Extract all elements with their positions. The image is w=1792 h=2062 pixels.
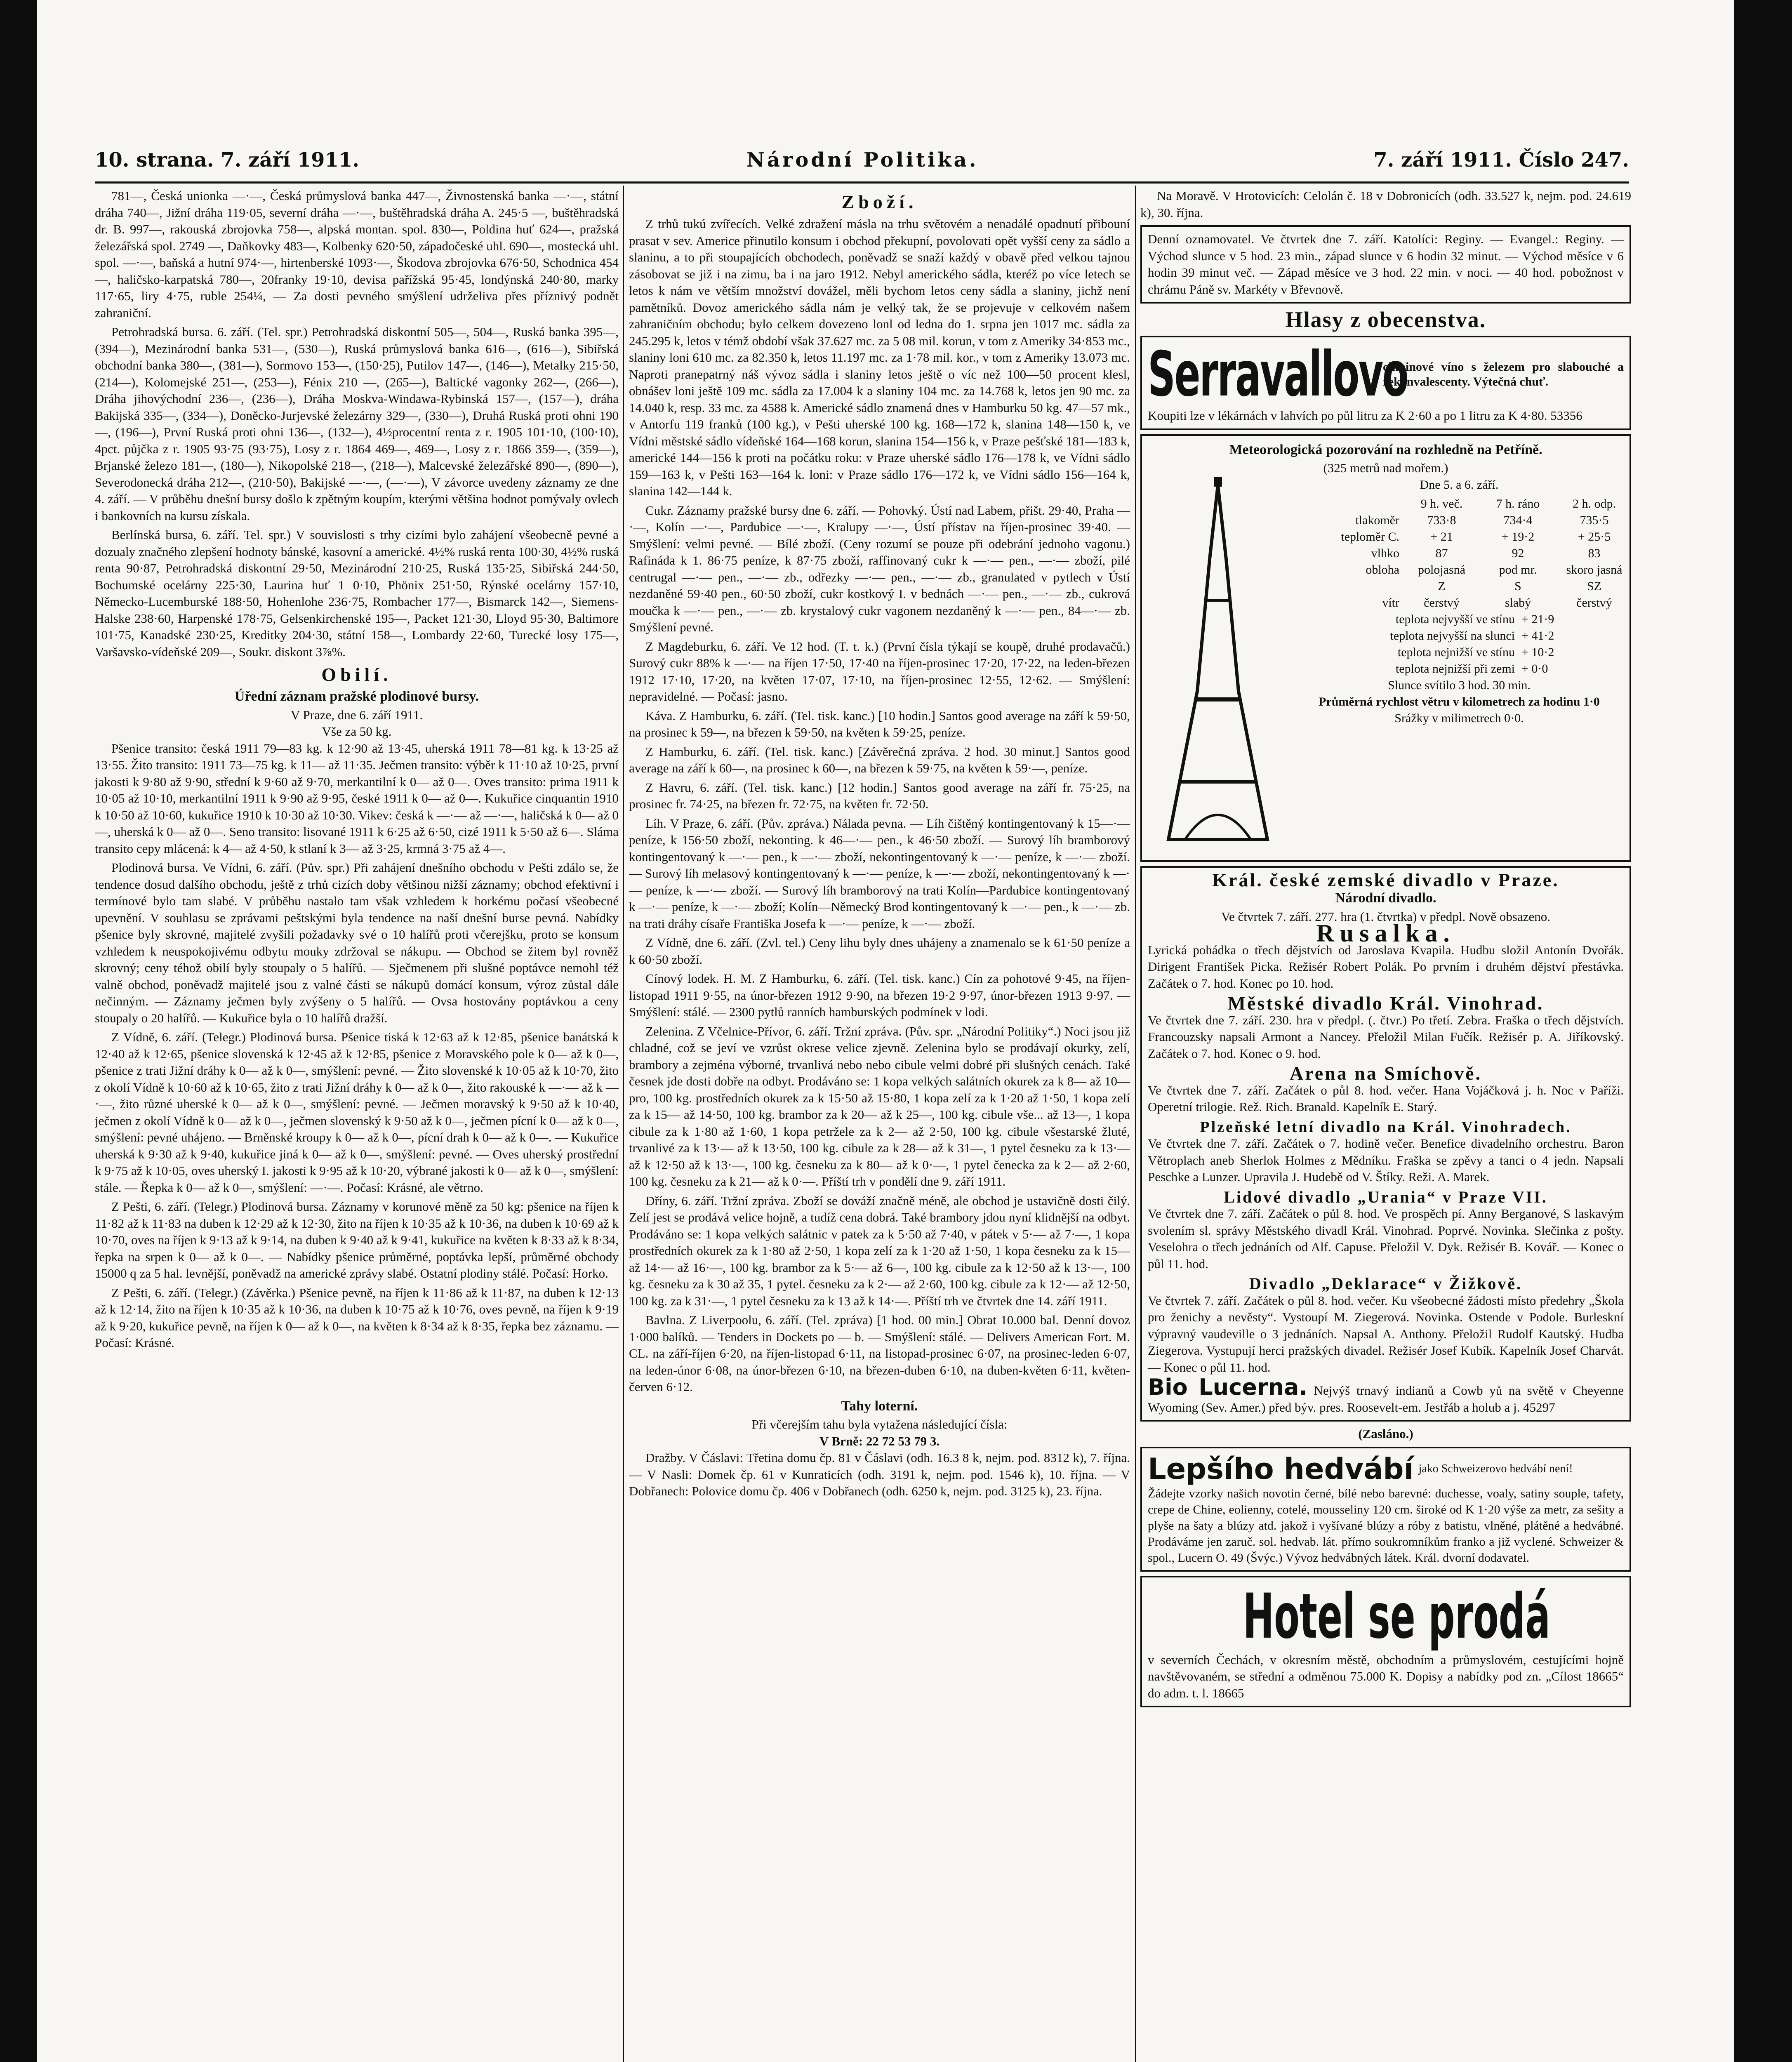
meteo-row [1284,595,1631,611]
column-3 [1140,188,1631,2062]
meteo-cell: 7 h. ráno [1496,497,1540,511]
hotel-ad-title: Hotel se prodá [1243,1580,1550,1652]
theater-3-title: Arena na Smíchově. [1290,1063,1482,1084]
silk-ad [1140,1447,1631,1572]
cotton-report: Bavlna. Z Liverpoolu, 6. září. (Tel. zpráva) [1 hod. 00 min.] Obrat 10.000 bal. Denní dovoz 1·000 balíků. — Tenders in Dockets po — b. — Smýšlení: stálé. — Delivers American Fort. M. CL. na září-říjen 6·20, na říjen-listopad 6·11, na listopad-prosinec 6·07, na prosinec-leden 6·07, na leden-únor 6·08, na únor-březen 6·10, na březen-duben 6·10, na duben-květen 6·11, květen-červen 6·12. [629,1313,1130,1394]
silk-ad-text: Žádejte vzorky našich novotin černé, bílé nebo barevné: duchesse, voaly, satiny souple, tafety, crepe de Chine, eolienny, cotelé, mousseliny 120 cm. široké od K 1·20 výše za metr, za sešity a plyše na šaty a blúzy atd. jakož i vyšívané blúzy a róby z batistu, vlněné, plátěné a hedvábné. Prodáváme jen zaruč. sol. hedvab. lát. přímo soukromníkům franko a již vyclené. Schweizer & spol., Lucern O. 49 (Švýc.) Vývoz hedvábných látek. Král. dvorní dodavatel. [1148,1486,1624,1565]
meteo-cell: S [1514,579,1521,593]
theater-6-text: Ve čtvrtek 7. září. Začátek o půl 8. hod. večer. Ku všeobecné žádosti místo předehry „Škola pro ženichy a nevěsty“. Vystoupí M. Ziegerová. Novinka. Ostende v Podole. Burleskní výpravný vaudeville o 3 jednáních. Napsal A. Anthony. Přeložil Rudolf Kautský. Hudba Ziegerova. Vystupují herci pražských divadel. Režisér Josef Kubík. Kapelník Josef Charvát. — Konec o půl 11. hod. [1148,1293,1624,1375]
theater-5-title: Lidové divadlo „Urania“ v Praze VII. [1224,1187,1548,1206]
section-title-zbozi: Zboží. [841,191,918,212]
meteo-cell: SZ [1587,579,1601,593]
magdeburg-report: Z Magdeburku, 6. září. Ve 12 hod. (T. t. k.) (První čísla týkají se koupě, druhé prodavačů.) Surový cukr 88% k —·— na říjen 17·50, 17·40 na říjen-prosinec 17·20, 17·22, na leden-březen 1912 17·10, 17·20, na květen 17·07, 17·10, na říjen-prosinec 12·55, 12·62. — Smýšlení: nepravidelné. — Počasí: jasno. [629,639,1130,704]
meteo-cell: vítr [1382,596,1399,610]
hotel-ad [1140,1576,1631,1708]
theater-2-text: Ve čtvrtek dne 7. září. 230. hra v předpl. (. čtvr.) Po třetí. Zebra. Fraška o třech dějstvích. Francouzsky napsali Armont a Nancey. Přeložil Milan Fučík. Režisér p. A. Jiříkovský. Začátek o 7. hod. Konec o 9. hod. [1148,1012,1624,1061]
meteo-cell: čerstvý [1576,596,1612,610]
theater-1-title: Král. české zemské divadlo v Praze. [1212,869,1559,890]
meteo-cell: polojasná [1418,563,1465,577]
header-left: 10. strana. 7. září 1911. [95,148,359,172]
meteo-subtitle: (325 metrů nad mořem.) [1323,461,1448,475]
petrin-tower-icon [1156,477,1280,848]
meteo-cell: vlhko [1371,546,1399,560]
scan-border-right [1734,0,1792,2062]
bio-lucerna-brand: Bio Lucerna. [1148,1374,1307,1400]
serravallo-footer: Koupiti lze v lékárnách v lahvích po půl litru za K 2·60 a po 1 litru za K 4·80. 53356 [1148,408,1582,423]
meteo-row [1284,512,1631,529]
meteo-temp-label: teplota nejnižší při zemi [1395,661,1515,676]
bourse-prices: 781—, Česká unionka —·—, Česká průmyslová banka 447—, Živnostenská banka —·—, státní dráha 740—, Jižní dráha 119·05, severní dráha —·—, buštěhradská dráha A. 245·5 —, buštěhradská dr. B. 997—, rakouská zbrojovka 758—, alpská montan. spol. 830—, Poldina huť 624—, pražská železářská spol. 2749 —, Daňkovky 483—, Kolbenky 620·50, západočeské uhl. 690—, mostecká uhl. spol. —·—, baňská a hutní 974·—, hirtenberské 1093·—, Škodova zbrojovka 676·50, Schodnica 454—, haličsko-karpatská 780—, 20franky 19·10, devisa pařížská 95·45, londýnská 240·80, marky 117·65, liry 4·75, ruble 254¼, — Za dosti pevného smýšlení udrželiva přes příznivý podnět zahraniční. [95,188,619,320]
meteo-row [1284,562,1631,578]
meteo-cell: tlakoměr [1355,513,1399,527]
meteo-cell: 87 [1435,546,1448,560]
lottery-numbers: V Brně: 22 72 53 79 3. [819,1434,940,1448]
meteo-rain: Srážky v milimetrech 0·0. [1394,711,1524,725]
meteo-temp-value: + 21·9 [1521,612,1554,626]
section-title-obili: Obilí. [321,664,392,685]
serravallo-tagline: chininové víno s železem pro slabouché a rekonvalescenty. Výtečná chuť. [1383,360,1624,388]
meteo-table [1284,477,1631,727]
praha-unit: Vše za 50 kg. [322,724,392,739]
meteo-cell: 2 h. odp. [1573,497,1616,511]
auctions: Dražby. V Čáslavi: Třetina domu čp. 81 v Čáslavi (odh. 16.3 8 k, nejm. pod. 8312 k), 7. října. — V Nasli: Domek čp. 61 v Kunraticích (odh. 3191 k, nejm. pod. 1546 k), 10. října. — V Dobřanech: Polovice domu čp. 406 v Dobřanech (odh. 6250 k, nejm. pod. 3125 k), 23. října. [629,1450,1130,1498]
meteo-temp-value: + 10·2 [1521,645,1554,659]
meteo-temp-row [1284,661,1631,677]
serravallo-brand: Serravallovo [1148,339,1408,410]
meteo-temp-label: teplota nejnižší ve stínu [1397,645,1515,659]
pest-telegram: Z Pešti, 6. září. (Telegr.) Plodinová bursa. Záznamy v korunové měně za 50 kg: pšenice na říjen k 11·82 až k 11·83 na duben k 12·29 až k 12·30, žito na říjen k 10·35 až k 10·36, na duben k 10·69 až k 10·70, oves na říjen k 9·13 až k 9·14, na duben k 9·40 až k 9·41, kukuřice na květen k 8·33 až k 8·34, řepka na srpen k 0— až k 0—. — Nabídky pšenice průměrné, poptávka lepší, průměrné obchody 15000 q za 5 hal. levnější, poněvadž na americké zprávy slabé. Ostatní plodiny stálé. Počasí: Horko. [95,1199,619,1281]
coffee-havre: Z Havru, 6. září. (Tel. tisk. kanc.) [12 hodin.] Santos good average na září fr. 75·25, na prosinec fr. 74·25, na březen fr. 72·75, na květen fr. 72·50. [629,780,1130,811]
meteo-cell: 9 h. več. [1420,497,1463,511]
meteo-cell: slabý [1505,596,1531,610]
silk-ad-header [1148,1452,1624,1485]
scan-border-left [0,0,37,2062]
tin-report: Cínový lodek. H. M. Z Hamburku, 6. září. (Tel. tisk. kanc.) Cín za pohotové 9·45, na říjen-listopad 1911 9·55, na únor-březen 1912 9·90, na březen 19·2 9·97, únor-březen 1913 9·97. — Smýšlení: stálé. — 2300 pytlů ranních hamburských podmínek v lodi. [629,971,1130,1019]
meteo-cell: Z [1438,579,1446,593]
spirits-vienna: Z Vídně, dne 6. září. (Zvl. tel.) Ceny lihu byly dnes uhájeny a znamenalo se k 61·50 peníze a k 60·50 zboží. [629,935,1130,967]
column-2 [629,188,1130,2062]
meteo-cell: čerstvý [1424,596,1460,610]
meteo-row [1284,545,1631,562]
silk-ad-side: jako Schweizerovo hedvábí není! [1418,1462,1573,1475]
hotel-ad-text: v severních Čechách, v okresním městě, obchodním a průmyslovém, cestujícími hojně navštěvovaném, se střední a odměnou 75.000 K. Dopisy a nabídky pod zn. „Cílost 18665“ do adm. t. l. 18665 [1148,1652,1624,1700]
coffee-hamburg: Káva. Z Hamburku, 6. září. (Tel. tisk. kanc.) [10 hodin.] Santos good average na září k 59·50, na prosinec k 59—, na březen k 59·50, na květen k 59·25, peníze. [629,708,1130,739]
meteo-cell: + 25·5 [1578,530,1611,544]
meteo-cell: teploměr C. [1341,530,1399,544]
masthead-title: Národní Politika. [746,148,979,172]
header-rule [95,181,1629,184]
coffee-hamburg-close: Z Hamburku, 6. září. (Tel. tisk. kanc.) [Závěrečná zpráva. 2 hod. 30 minut.] Santos good average na září k 60—, na prosinec k 60—, na březen k 59·75, na květen k 59·—, peníze. [629,744,1130,775]
section-title-hlasy: Hlasy z obecenstva. [1285,307,1486,332]
column-rule-1 [623,186,624,2062]
vienna-grain-report: Plodinová bursa. Ve Vídni, 6. září. (Pův. spr.) Při zahájení dnešního obchodu v Pešti zdálo se, že tendence dosud dalšího obchodu, ještě z trhů cizích doby většinou nižší záznamy; obchod efektivní i termínové bylo tam slabé. V průběhu nastalo tam však vzhledem k horkému počasí všeobecné upevnění. V souhlasu se zprávami peštskými byla tendence na naší dnešní burse pevná. Nabídky pšenice byly skrovné, majitelé zvyšili požadavky své o 10 halířů proti včerejšku, proto se konsum vzhledem k neuspokojivému odbytu mouky zdržoval se nákupu. — Obchod se žitem byl rovněž skrovný; ceny téhož obilí byly stoupaly o 5 halířů. — Sječmenem při slušné poptávce nemohl též valně obchod, poněvadž majitelé jsou z valné části se nákupů domácí konsum, výroz zůstal dále nečinným. — Záznamy ječmen byly zvýšeny o 5 halířů. — Ovsa hostovány poptávkou a ceny stoupaly o 20 halířů. — Kukuřice byla o 10 halířů dražší. [95,860,619,1025]
page-header [95,148,1629,177]
berlin-bourse: Berlínská bursa, 6. září. Tel. spr.) V souvislosti s trhy cizími bylo zahájení všeobecně pevné a dozualy značného zlepšení hodnoty bánské, kasovní a americké. 4½% ruská renta 100·30, 4½% ruská renta 90·87, Petrohradská diskontní 29·50, Mezinárodní 210·25, Ruská 135·25, Sibiřská 244·50, Bochumské ocelárny 225·30, Laurina huť 1 0·10, Phönix 251·50, Rýnské ocelárny 157·10, Německo-Lucemburské 188·50, Hohenlohe 236·75, Rombacher 177—, Bismarck 142—, Siemens-Halske 238·60, Harpenské 178·75, Gelsenkirchenské 195—, Packet 121·30, Lloyd 95·30, Baltimore 101·75, Kanadské 230·25, Kreditky 204·30, státní 158—, Lombardy 22·60, Turecké losy 175—, Varšavsko-vídeňské 209—, Soukr. diskont 3⅞%. [95,527,619,659]
meteo-cell: pod mr. [1499,563,1537,577]
praha-date: V Praze, dne 6. září 1911. [290,707,423,722]
meteo-temp-value: + 0·0 [1521,661,1548,676]
pest-closing: Z Pešti, 6. září. (Telegr.) (Závěrka.) Pšenice pevně, na říjen k 11·86 až k 11·87, na duben k 12·13 až k 12·14, žito na říjen k 10·35 až k 10·36, na duben k 10·75 až k 10·76, oves pevně, na říjen k 9·19 až k 9·20, kukuřice pevně, na říjen k 0— až k 0—, na květen k 8·34 až k 8·35, řepka bez záznamu. — Počasí: Krásné. [95,1285,619,1350]
meteo-cell: obloha [1366,563,1399,577]
theater-1-play: Rusalka. [1316,920,1455,947]
meteo-cell: + 21 [1430,530,1453,544]
theater-2-title: Městské divadlo Král. Vinohrad. [1227,993,1544,1014]
petrograd-bourse: Petrohradská bursa. 6. září. (Tel. spr.) Petrohradská diskontní 505—, 504—, Ruská banka 395—, (394—), Mezinárodní banka 531—, (530—), Ruská průmyslová banka 616—, (616—), Sibiřská obchodní banka 380—, (381—), Sormovo 153—, (150·25), Putilov 147—, (146—), Metalky 215·50, (214—), Kolomejské 251—, (253—), Fénix 210 —, (265—), Baltické vagonky 262—, (266—), Dráha jihovýchodní 236—, (236—), Dráha Moskva-Windawa-Rybinská 157—, (157—), dráha Bakijská 335—, (334—), Doněcko-Jurjevské železárny 329—, (330—), Druhá Ruská proti ohni 190—, (196—), První Ruská proti ohni 136—, (132—), 4½procentní renta z r. 1905 101·10, (100·10), 4pct. půjčka z r. 1905 93·75 (93·75), Losy z r. 1864 469—, 469—, Losy z r. 1866 359—, (359—), Brjanské železo 181—, (180—), Nikopolské 218—, (218—), Malcevské železářské 890—, (890—), Severodonecká dráha 212—, (210·50), Bakijské —·—, (—·—), V závorce uvedeny záznamy ze dne 4. září. — V průběhu dnešní bursy došlo k zpětným koupím, kterými většina hodnot pomývaly ovlech i bankovních na kursu získala. [95,325,619,523]
theater-4-text: Ve čtvrtek dne 7. září. Začátek o 7. hodině večer. Benefice divadelního orchestru. Baron Větroplach aneb Sherlok Holmes z Mědníku. Fraška se zpěvy a tanci o 4 jedn. Napsali Peschke a Lunzer. Upravila J. Hudebě od V. Štíky. Reži. A. Marek. [1148,1136,1624,1184]
meteo-cell: + 19·2 [1501,530,1535,544]
theater-5-text: Ve čtvrtek dne 7. září. Začátek o půl 8. hod. Ve prospěch pí. Anny Berganové, S laskavým svolením sl. správy Městského divadl Král. Vinohrad. Poprvé. Novinka. Slečinka z pošty. Veselohra o třech jednáních od Alf. Capuse. Přeložil V. Dyk. Režisér B. Kovář. — Konec o půl 11. hod. [1148,1206,1624,1271]
meteo-temps [1284,611,1631,677]
vegetable-report: Zelenina. Z Včelnice-Přívor, 6. září. Tržní zpráva. (Pův. spr. „Národní Politiky“.) Noci jsou již chladné, což se jeví ve vzrůst okrese velice zjevně. Zelenina bylo se prodávají okurky, zelí, brambory a zejména výborné, trvanlivá nebo nebo cibule velmi dobré při slušných cenách. Také česnek jde dosti dobře na odbyt. Prodáváno se: 1 kopa velkých salátních okurek za k 8— až 10— pro, 100 kg. prostředních okurek za k 15·50 až 15·80, 1 kopa zelí za k 1·20 až 1·50, 1 kopa zelí za k 15— až 14·50, 100 kg. brambor za k 20— až k 25—, 100 kg. cibule vše... až 13—, 1 kopa cibule za k 1·80 až 1·60, 1 kopa petržele za k 2— až 2·50, 100 kg. cibule všestarské žluté, trvanlivé za k 13·— až k 13·50, 100 kg. cibule za k 28— až k 31—, 1 pytel česneku za k 13·— až k 12·50 až k 13·—, 100 kg. česneku za k 80— až k 0·—, 1 pytel čenecka za k 2— až 2·60, 100 kg. česneku za k 21— až k 0·—. Příští trh v pondělí dne 9. září 1911. [629,1024,1130,1189]
column-1 [95,188,619,2062]
vegetable-report-2: Dříny, 6. září. Tržní zpráva. Zboží se dováží značně méně, ale obchod je ustavičně dosti čilý. Zelí jest se prodává velice hojně, a tudíž cena dobrá. Také brambory jdou nyní klidnější na odbyt. Prodáváno se: 1 kopa velkých salátnic v patek za k 5·50 až 7·40, v pátek v 5·— až 7·—, 1 kopa prostředních okurek za k 1·80 až 2·50, 1 kopa zelí za k 1·20 až 1·50, 1 kopa česneku za k 15— až 14·— až 16·—, 100 kg. brambor za k 5·— až 6—, 100 kg. cibule za k 12·50 až k 13·—, 100 kg. česneku za k 30 až 35, 1 pytel. česneku za k 2·— až 2·60, 100 kg. cibule za k 12·— až 12·50, 100 kg. za k 31·—, 1 pytel česneku za k 13 až k 14·—. Příští trh ve čtvrtek dne 14. září 1911. [629,1193,1130,1308]
meteo-title: Meteorologická pozorování na rozhledně na Petříně. [1229,442,1542,457]
meteo-cell [1284,578,1403,595]
meteo-sun: Slunce svítilo 3 hod. 30 min. [1388,678,1531,692]
lottery-text: Při včerejším tahu byla vytažena následující čísla: [751,1417,1008,1431]
meteo-cell: 735·5 [1580,513,1609,527]
serravallo-ad [1140,336,1631,430]
meteo-row [1284,529,1631,545]
meteo-row [1284,578,1631,595]
meteo-panel [1148,477,1624,856]
meteo-temp-row [1284,644,1631,661]
theater-4-title: Plzeňské letní divadlo na Král. Vinohradech. [1200,1118,1572,1136]
praha-grain-prices: Pšenice transito: česká 1911 79—83 kg. k 12·90 až 13·45, uherská 1911 78—81 kg. k 13·25 až 13·55. Žito transito: 1911 73—75 kg. k 11— až 11·35. Ječmen transito: výběr k 11·10 až 10·25, první jakosti k 9·80 až 9·90, střední k 9·60 až 9·70, merkantilní k 0— až 0—. Oves transito: prima 1911 k 10·05 až 10·10, merkantilní 1911 k 9·90 až 9·95, české 1911 k 0— až 0—. Kukuřice cinquantin 1910 k 10·50 až 10·60, kukuřice 1910 k 10·30 až 10·30. Vikev: česká k —·— až —·—, haličská k 0— až 0—, uherská k 0— až 0—. Seno transito: lisované 1911 k 6·25 až 6·50, cizé 1911 k 5·50 až 6—. Sláma transito cepy mlácená: k 4— až 4·50, k stlaní k 3— až 3·25, krmná 3·75 až 4—. [95,741,619,856]
meteo-temp-row [1284,611,1631,628]
theater-1-line: Ve čtvrtek 7. září. 277. hra (1. čtvrtka) v předpl. Nově obsazeno. [1221,909,1550,924]
lottery-title: Tahy loterní. [841,1398,918,1414]
meteo-rows [1284,496,1631,611]
bio-lucerna-text: Nejvýš trnavý indianů a Cowb yů na světě v Cheyenne Wyoming (Sev. Amer.) před býv. pres. Roosevelt-em. Jestřáb a holub a j. 45297 [1148,1383,1624,1415]
moravia-auctions: Na Moravě. V Hrotovicích: Celolán č. 18 v Dobronicích (odh. 33.527 k, nejm. pod. 24.619 k), 30. října. [1140,188,1631,220]
meteo-temp-row [1284,628,1631,644]
animal-fats-report: Z trhů tukú zvířecích. Velké zdražení másla na trhu světovém a nenadálé opadnutí přibouní prasat v sev. Americe přinutilo konsum i obchod překupní, povolovati opět vyšší ceny za sádlo a slaninu, a to při stoupajících obchodech, poněvadž se snaží každý v obavě před velkou tajnou zásobovat se již i na zimu, ba i na jaro 1912. Nebyl amerického sádla, kteréž po více letech se letos k nám ve větším množství dovážel, měli bychom letos ceny sádla a slaniny, jichž není pamětníků. Dovoz amerického sádla nám je velký tak, že se projevuje v celkovém našem zahraničním obchodu; bylo celkem dovezeno lonl od ledna do 1. srpna jen 1017 mc. sádla za 245.295 k, letos v témž období však 37.627 mc. za 5 08 mil. korun, v tom z Ameriky 34·853 mc., slaniny loni 610 mc. za 82.350 k, letos 11.197 mc. za 1·78 mil. kor., v tom z Ameriky 13.073 mc. Naproti pranepatrný náš vývoz sádla i slaniny letos ještě o víc než 100—50 procent klesl, obnášev loni ještě 109 mc. sádla za 17.004 k a slaniny 104 mc. za 14.768 k, letos jen 90 mc. za 14.040 k, resp. 33 mc. za 4588 k. Americké sádlo znamená dnes v Hamburku 50 kg. 47—57 mk., v Antorfu 119 franků (100 kg.), v Pešti uherské 100 kg. 168—172 k, slanina 148—150 k, ve Vídni městské sádlo vídeňské 164—168 korun, slanina 154—156 k, v Praze pešťské 181—183 k, americké 144—156 k proti na počátku roku: v Praze uherské sádlo 176—178 k, ve Vídni sádlo 159—163 k, v Pešti 163—164 k. loni: v Praze sádlo 176—172 k, ve Vídni sádlo 156—164 k, slanina 142—144 k. [629,217,1130,498]
sugar-report: Cukr. Záznamy pražské bursy dne 6. září. — Pohovký. Ústí nad Labem, přišt. 29·40, Praha —·—, Kolín —·—, Pardubice —·—, Kralupy —·—, Ústí přístav na říjen-prosinec 39·40. — Smýšlení: velmi pevné. — Bílé zboží. (Ceny rozumí se pouze při odebrání jednoho vagonu.) Rafináda k 1. 86·75 peníze, k 87·75 zboží, raffinovaný cukr k —·— pen., —·— zboží, pilé centrugal —·— pen., —·— zb., odřezky —·— pen., —·— zb., granulated v pytlech v Ústí nezdaněné 59·40 pen., 60·50 zboží, cukr kostkový I. v bednách —·— pen., —·— zb., cukrová moučka k —·— pen., —·— zb. krystalový cukr vagonem nezdaněný k —·— pen., 84—·— zb. Smýšlení pevné. [629,503,1130,634]
meteo-temp-label: teplota nejvyšší ve stínu [1395,612,1515,626]
meteo-wind: Průměrná rychlost větru v kilometrech za hodinu 1·0 [1319,694,1600,709]
theater-1-text: Lyrická pohádka o třech dějstvích od Jaroslava Kvapila. Hudbu složil Antonín Dvořák. Dirigent František Picka. Režisér Robert Polák. Po prvním i druhém dějství přestávka. Začátek o 7. hod. Konec po 10. hod. [1148,942,1624,991]
subsection-title: Úřední záznam pražské plodinové bursy. [234,689,479,704]
meteo-row [1284,496,1631,512]
column-rule-2 [1135,186,1136,2062]
meteo-cell: 733·8 [1427,513,1456,527]
theater-3-text: Ve čtvrtek dne 7. září. Začátek o půl 8. hod. večer. Hana Vojáčková j. h. Noc v Paříži. Operetní trilogie. Rež. Rich. Branald. Kapelník E. Starý. [1148,1083,1624,1114]
meteo-cell: 92 [1512,546,1524,560]
meteo-cell: skoro jasná [1566,563,1622,577]
meteo-date: Dne 5. a 6. září. [1420,478,1499,492]
vienna-telegram: Z Vídně, 6. září. (Telegr.) Plodinová bursa. Pšenice tiská k 12·63 až k 12·85, pšenice banátská k 12·40 až k 12·65, pšenice slovenská k 12·45 až k 12·85, pšenice z Moravského pole k 0— až k 0—, pšenice z trati Jižní dráhy k 0— až k 0—, smýšlení: pevné. — Žito slovenské k 10·05 až k 10·70, žito z okolí Vídně k 10·60 až k 10·65, žito z trati Jižní dráhy k 0— až k 0—, žito rakouské k —·— až k —·—, žito různé uherské k 0— až k 0—, smýšlení: pevné. — Ječmen moravský k 9·50 až k 10·40, ječmen z okolí Vídně k 0— až k 0—, ječmen slovenský k 9·50 až k 0—, ječmen pícní k 0— až k 0—, smýšlení: pevné uhájeno. — Brněnské kroupy k 0— až k 0—, pícní drah k 0— až k 0—. — Kukuřice uherská k 9·30 až k 9·40, kukuřice jiná k 0— až k 0—, smýšlení: pevné. — Oves uherský prostřední k 9·75 až k 10·05, oves uherský I. jakosti k 9·95 až k 10·20, výbrané jakosti k 0— až k 0—, smýšlení: stále. — Řepka k 0— až k 0—, smýšlení: —·—. Počasí: Krásné, ale větrno. [95,1030,619,1195]
theater-1-subtitle: Národní divadlo. [1335,890,1436,906]
meteo-box [1140,434,1631,862]
meteo-cell: 734·4 [1503,513,1533,527]
header-right: 7. září 1911. Číslo 247. [1373,148,1629,172]
theater-6-title: Divadlo „Deklarace“ v Žižkově. [1249,1274,1523,1293]
theater-box [1140,866,1631,1422]
spirits-report: Líh. V Praze, 6. září. (Pův. zpráva.) Nálada pevna. — Líh čištěný kontingentovaný k 15—·— peníze, k 156·50 zboží, nekonting. k 46—·— pen., k 46·50 zboží. — Surový líh bramborový kontingentovaný k —·— pen., k —·— zboží, nekontingentovaný k —·— peníze, k —·— zboží. — Surový líh melasový kontingentovaný k —·— peníze, k —·— zboží, nekontingentovaný k —·— peníze, k —·— zboží. — Surový líh bramborový na trati Kolín—Pardubice kontingentovaný k —·— peníze, k —·— zboží; Kolín—Německý Brod kontingentovaný k —·— pen., k —·— zb. na trati dráhy císaře Františka Josefa k —·— peníze, k —·— zboží. [629,816,1130,931]
meteo-cell [1284,496,1403,512]
daily-almanac-box [1140,225,1631,304]
serravallo-ad-row [1148,339,1624,410]
silk-ad-title: Lepšího hedvábí [1148,1452,1414,1486]
daily-almanac: Denní oznamovatel. Ve čtvrtek dne 7. září. Katolíci: Reginy. — Evangel.: Reginy. — Východ slunce v 5 hod. 23 min., západ slunce v 6 hodin 32 minut. — Východ měsíce v 6 hodin 39 minut več. — Západ měsíce ve 3 hod. 22 min. v noci. — 40 hod. pobožnost v chrámu Páně sv. Markéty v Břevnově. [1148,232,1624,297]
meteo-temp-label: teplota nejvyšší na slunci [1390,628,1515,643]
meteo-temp-value: + 41·2 [1521,628,1554,643]
zaslano: (Zasláno.) [1358,1426,1413,1441]
meteo-cell: 83 [1588,546,1601,560]
